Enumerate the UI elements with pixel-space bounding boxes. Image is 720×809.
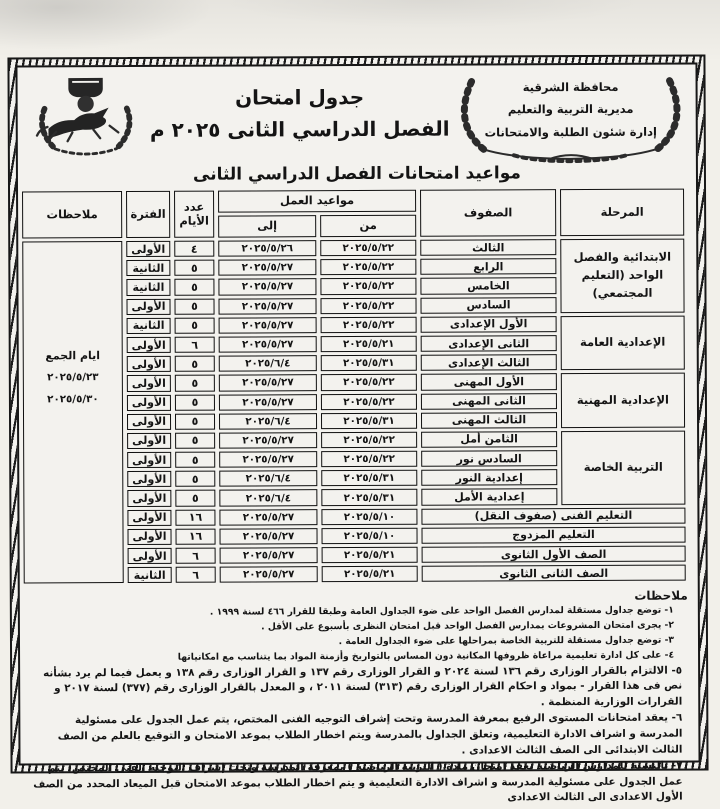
grade-cell-full: الصف الثانى الثانوى	[422, 565, 686, 582]
date-from-cell: ٢٠٢٥/٥/٢١	[322, 547, 418, 564]
period-cell: الثانية	[127, 318, 171, 334]
decorative-border-frame	[7, 54, 708, 804]
date-to-cell: ٢٠٢٥/٥/٢٦	[218, 240, 316, 257]
days-cell: ٦	[175, 337, 215, 353]
document-title	[145, 68, 453, 146]
days-cell: ٤	[174, 241, 214, 257]
days-cell: ٥	[175, 375, 215, 391]
period-cell: الأولى	[127, 452, 171, 468]
col-header-to: إلى	[218, 215, 316, 237]
date-from-cell: ٢٠٢٥/٥/٣١	[321, 355, 417, 372]
horse-emblem-icon	[33, 74, 139, 162]
date-to-cell: ٢٠٢٥/٥/٢٧	[219, 528, 317, 545]
exam-schedule-table	[18, 186, 690, 587]
date-to-cell: ٢٠٢٥/٥/٢٧	[218, 259, 316, 276]
period-cell: الأولى	[126, 298, 170, 314]
grade-cell-full: التعليم الفنى (صفوف النقل)	[421, 507, 685, 524]
col-header-from: من	[320, 215, 416, 237]
grade-cell: الخامس	[420, 278, 556, 295]
table-header-row	[22, 189, 684, 214]
date-from-cell: ٢٠٢٥/٥/٢٢	[320, 259, 416, 276]
period-cell: الأولى	[127, 471, 171, 487]
date-to-cell: ٢٠٢٥/٦/٤	[219, 470, 317, 487]
title-line-1: جدول امتحان	[235, 84, 365, 110]
col-header-grades: الصفوف	[420, 189, 556, 237]
date-to-cell: ٢٠٢٥/٥/٢٧	[219, 509, 317, 526]
period-cell: الثانية	[128, 567, 172, 583]
date-from-cell: ٢٠٢٥/٥/٣١	[321, 412, 417, 429]
grade-cell: الثالث الإعدادى	[421, 354, 557, 371]
date-from-cell: ٢٠٢٥/٥/٢٢	[321, 316, 417, 333]
period-cell: الأولى	[127, 375, 171, 391]
days-cell: ٥	[175, 490, 215, 506]
date-from-cell: ٢٠٢٥/٥/٢٢	[320, 278, 416, 295]
title-line-2: الفصل الدراسي الثانى ٢٠٢٥ م	[149, 116, 450, 142]
grade-cell: الثالث	[420, 239, 556, 256]
days-cell: ٥	[175, 471, 215, 487]
stage-cell-primary: الابتدائية والفصل الواحد (التعليم المجتمعي)	[560, 239, 684, 313]
days-cell: ٥	[175, 413, 215, 429]
date-from-cell: ٢٠٢٥/٥/٢٢	[321, 374, 417, 391]
days-cell: ٥	[175, 356, 215, 372]
footnote-item: ٤- على كل ادارة تعليمية مراعاة ظروفها المكانية دون المساس بالتواريخ وأزمنة المواد بما يتناسب مع امكانياتها	[177, 649, 675, 663]
date-to-cell: ٢٠٢٥/٥/٢٧	[219, 336, 317, 353]
col-header-period: الفترة	[126, 191, 170, 238]
grade-cell: الأول المهنى	[421, 373, 557, 390]
footnote-item: ٥- الالتزام بالقرار الوزارى رقم ١٣٦ لسنة ٢٠٢٤ و القرار الوزارى رقم ١٣٧ و القرار الوزارى رقم ١٣٨ و يعمل فيما لم يرد بشأنه نص فى هذا القرار - بمواد و احكام القرار الوزارى رقم (٣١٣) لسنة ٢٠١١ ، و المعدل بالقرار الوزارى رقم (٣٧٧) لسنة ٢٠١٧ و القرارات الوزارية المنظمة .	[43, 664, 683, 708]
col-header-notes: ملاحظات	[22, 191, 122, 238]
footnotes-title: ملاحظات	[634, 588, 688, 604]
period-cell: الأولى	[126, 241, 170, 257]
date-to-cell: ٢٠٢٥/٥/٢٧	[220, 566, 318, 583]
col-header-work-dates: مواعيد العمل	[218, 190, 416, 213]
days-cell: ٥	[175, 394, 215, 410]
date-from-cell: ٢٠٢٥/٥/٢٢	[321, 432, 417, 449]
footnote-item: ١- توضع جداول مستقلة لمدارس الفصل الواحد على ضوء الجداول العامة وطبقا للقرار ٤٦٦ لسنة ١٩٩٩ .	[209, 604, 674, 619]
date-to-cell: ٢٠٢٥/٦/٤	[219, 413, 317, 430]
table-row	[22, 239, 684, 258]
grade-cell: الثانى المهنى	[421, 393, 557, 410]
org-line-department: إدارة شئون الطلبة والامتحانات	[484, 124, 657, 140]
grade-cell: الرابع	[420, 258, 556, 275]
grade-cell-full: الصف الأول الثانوى	[422, 546, 686, 563]
grade-cell: الثانى الإعدادى	[421, 335, 557, 352]
days-cell: ١٦	[175, 509, 215, 525]
date-from-cell: ٢٠٢٥/٥/٣١	[321, 470, 417, 487]
date-to-cell: ٢٠٢٥/٥/٢٧	[219, 394, 317, 411]
date-from-cell: ٢٠٢٥/٥/١٠	[321, 528, 417, 545]
footnote-item: ٣- توضع جداول مستقلة للتربية الخاصة بمراحلها على ضوء الجداول العامة .	[338, 634, 675, 648]
stage-cell-special-education: التربية الخاصة	[561, 430, 685, 504]
date-from-cell: ٢٠٢٥/٥/٢٢	[320, 297, 416, 314]
date-from-cell: ٢٠٢٥/٥/٢٢	[321, 451, 417, 468]
period-cell: الأولى	[127, 337, 171, 353]
date-from-cell: ٢٠٢٥/٥/٢٢	[321, 393, 417, 410]
notes-date-2: ٢٠٢٥/٥/٣٠	[47, 392, 99, 406]
grade-cell-full: التعليم المزدوج	[421, 526, 685, 543]
period-cell: الأولى	[127, 433, 171, 449]
period-cell: الأولى	[127, 490, 171, 506]
footnote-item: ٧- بالنسبة للمدارس الرياضية يعقد امتحان مادة ( التربية الرياضية ) بمعرفة المدرسة وتحت إشراف التوجيه الفنى المختص، يتم عمل الجدول على مسئولية المدرسة و اشراف الادارة التعليمية و يتم اخطار الطلاب بموعد الامتحان قبل الميعاد المحدد من الصف الأول الاعدادى الى الثالث الاعدادى	[33, 759, 683, 804]
document-header	[25, 67, 687, 167]
days-cell: ٥	[175, 317, 215, 333]
notes-date-1: ٢٠٢٥/٥/٢٣	[47, 371, 99, 384]
grade-cell: الأول الإعدادى	[421, 316, 557, 333]
date-to-cell: ٢٠٢٥/٥/٢٧	[219, 432, 317, 449]
grade-cell: السادس نور	[421, 450, 557, 467]
grade-cell: إعدادية النور	[421, 469, 557, 486]
grade-cell: الثامن أمل	[421, 431, 557, 448]
date-to-cell: ٢٠٢٥/٥/٢٧	[220, 547, 318, 564]
period-cell: الأولى	[127, 356, 171, 372]
directorate-block	[453, 67, 687, 144]
date-from-cell: ٢٠٢٥/٥/٢٢	[320, 240, 416, 257]
days-cell: ٥	[175, 432, 215, 448]
document-page	[15, 63, 700, 804]
period-cell: الأولى	[127, 509, 171, 525]
date-from-cell: ٢٠٢٥/٥/٢١	[322, 566, 418, 583]
stage-cell-prep-general: الإعدادية العامة	[561, 315, 685, 370]
grade-cell: الثالث المهنى	[421, 412, 557, 429]
date-to-cell: ٢٠٢٥/٥/٢٧	[218, 298, 316, 315]
days-cell: ٦	[176, 567, 216, 583]
period-cell: الأولى	[127, 529, 171, 545]
period-cell: الأولى	[127, 414, 171, 430]
date-to-cell: ٢٠٢٥/٦/٤	[219, 490, 317, 507]
col-header-stage: المرحلة	[560, 189, 684, 237]
period-cell: الثانية	[126, 279, 170, 295]
org-line-directorate: مديرية التربية والتعليم	[507, 102, 634, 117]
days-cell: ٥	[174, 260, 214, 276]
page-subtitle: مواعيد امتحانات الفصل الدراسي الثانى	[192, 163, 521, 185]
period-cell: الثانية	[126, 260, 170, 276]
org-line-governorate: محافظة الشرقية	[522, 79, 619, 95]
date-from-cell: ٢٠٢٥/٥/٣١	[321, 489, 417, 506]
grade-cell: إعدادية الأمل	[421, 489, 557, 506]
date-to-cell: ٢٠٢٥/٥/٢٧	[219, 451, 317, 468]
date-from-cell: ٢٠٢٥/٥/١٠	[321, 508, 417, 525]
days-cell: ٦	[176, 548, 216, 564]
grade-cell: السادس	[420, 297, 556, 314]
footnote-item: ٢- يجرى امتحان المشروعات بمدارس الفصل الواحد قبل امتحان النظرى بأسبوع على الأقل .	[261, 619, 674, 633]
days-cell: ٥	[174, 279, 214, 295]
footnotes-section	[28, 589, 691, 809]
days-cell: ٥	[174, 298, 214, 314]
footnote-item: ٦- يعقد امتحانات المستوى الرفيع بمعرفة المدرسة وتحت إشراف التوجيه الفنى المختص، يتم عمل الجدول على مسئولية المدرسة و اشراف الادارة التعليمية، وتعلق الجداول بالمدرسة ويتم اخطار الطلاب بموعد الامتحان و التوقيع بالعلم من الصف الثالث الابتدائى الى الصف الثالث الاعدادى .	[57, 711, 683, 757]
governorate-emblem	[25, 69, 145, 163]
stage-cell-prep-vocational: الإعدادية المهنية	[561, 373, 685, 428]
notes-cell	[22, 241, 123, 584]
date-to-cell: ٢٠٢٥/٥/٢٧	[219, 317, 317, 334]
date-to-cell: ٢٠٢٥/٥/٢٧	[219, 374, 317, 391]
date-to-cell: ٢٠٢٥/٥/٢٧	[218, 279, 316, 296]
period-cell: الأولى	[128, 548, 172, 564]
date-to-cell: ٢٠٢٥/٦/٤	[219, 355, 317, 372]
period-cell: الأولى	[127, 394, 171, 410]
days-cell: ١٦	[175, 528, 215, 544]
days-cell: ٥	[175, 452, 215, 468]
col-header-days: عدد الأيام	[174, 191, 214, 238]
date-from-cell: ٢٠٢٥/٥/٢١	[321, 336, 417, 353]
notes-line: ايام الجمع	[45, 349, 101, 363]
